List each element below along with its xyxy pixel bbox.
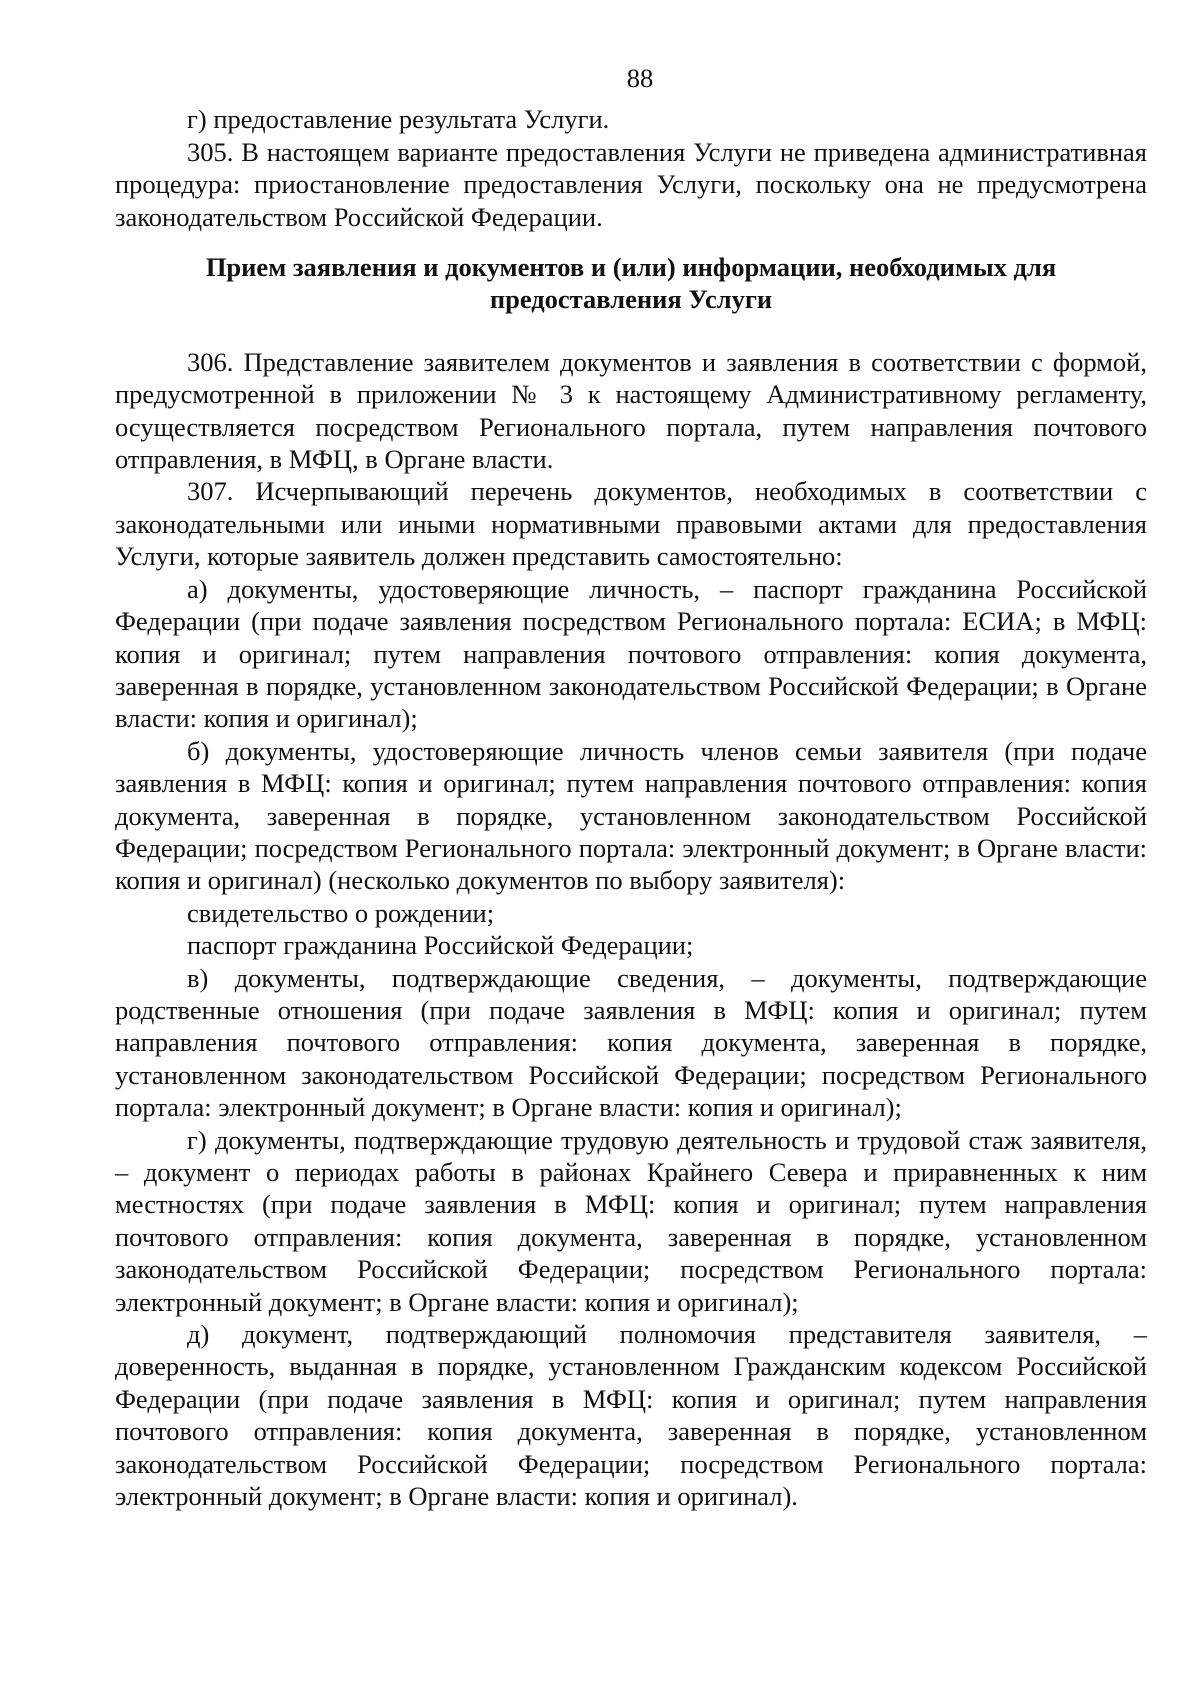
list-item-birth-certificate: свидетельство о рождении; bbox=[187, 897, 495, 928]
paragraph-307: 307. Исчерпывающий перечень документов, необходимых в соответствии с законодательными или иными нормативными правовыми актами для предоставления Услуги, которые заявитель должен представить самостоятельно: bbox=[115, 476, 1147, 572]
list-item-passport: паспорт гражданина Российской Федерации; bbox=[187, 930, 694, 961]
paragraph-item-d: д) документ, подтверждающий полномочия представителя заявителя, – доверенность, выданная в порядке, установленном Гражданским кодексом Российской Федерации (при подаче заявления в МФЦ: копия и оригинал; путем направления почтового отправления: копия документа, заверенная в порядке, установленном законодательством Российской Федерации; посредством Регионального портала: электронный документ; в Органе власти: копия и оригинал). bbox=[115, 1319, 1147, 1512]
page-number: 88 bbox=[626, 63, 654, 93]
document-page bbox=[115, 62, 1147, 1512]
paragraph-item-b: б) документы, удостоверяющие личность членов семьи заявителя (при подаче заявления в МФЦ: копия и оригинал; путем направления почтового отправления: копия документа, заверенная в порядке, установленном законодательством Российской Федерации; посредством Регионального портала: электронный документ; в Органе власти: копия и оригинал) (несколько документов по выбору заявителя): bbox=[115, 735, 1147, 896]
paragraph-306: 306. Представление заявителем документов и заявления в соответствии с формой, предусмотренной в приложении № 3 к настоящему Административному регламенту, осуществляется посредством Регионального портала, путем направления почтового отправления, в МФЦ, в Органе власти. bbox=[115, 346, 1147, 475]
section-heading: Прием заявления и документов и (или) информации, необходимых для предоставления Услуги bbox=[205, 252, 1057, 315]
paragraph-item-v: в) документы, подтверждающие сведения, – документы, подтверждающие родственные отношения (при подаче заявления в МФЦ: копия и оригинал; путем направления почтового отправления: копия документа, заверенная в порядке, установленном законодательством Российской Федерации; посредством Регионального портала: электронный документ; в Органе власти: копия и оригинал); bbox=[115, 962, 1147, 1123]
paragraph-305: 305. В настоящем варианте предоставления Услуги не приведена административная процедура: приостановление предоставления Услуги, поскольку она не предусмотрена законодательством Российской Федерации. bbox=[115, 136, 1147, 232]
paragraph-item-g: г) документы, подтверждающие трудовую деятельность и трудовой стаж заявителя, – документ о периодах работы в районах Крайнего Севера и приравненных к ним местностях (при подаче заявления в МФЦ: копия и оригинал; путем направления почтового отправления: копия документа, заверенная в порядке, установленном законодательством Российской Федерации; посредством Регионального портала: электронный документ; в Органе власти: копия и оригинал); bbox=[115, 1124, 1147, 1317]
paragraph-item-g-result: г) предоставление результата Услуги. bbox=[187, 104, 610, 135]
paragraph-item-a: а) документы, удостоверяющие личность, – паспорт гражданина Российской Федерации (при подаче заявления посредством Регионального портала: ЕСИА; в МФЦ: копия и оригинал; путем направления почтового отправления: копия документа, заверенная в порядке, установленном законодательством Российской Федерации; в Органе власти: копия и оригинал); bbox=[115, 573, 1147, 734]
